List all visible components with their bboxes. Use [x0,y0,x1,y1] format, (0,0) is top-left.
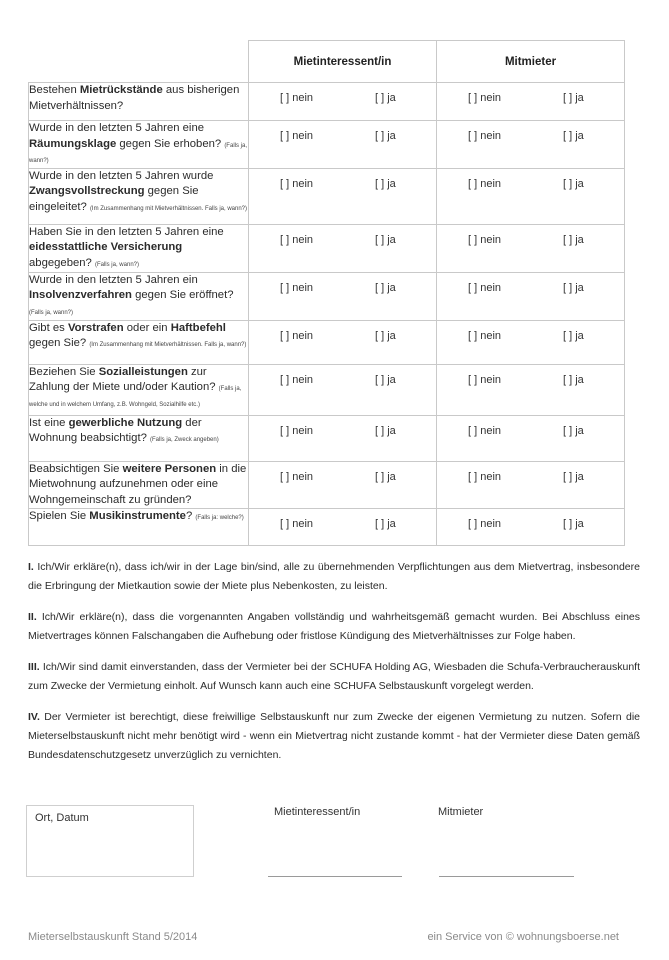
checkbox-ja-applicant[interactable]: [ ] ja [375,470,396,483]
answer-cell-applicant [249,224,437,272]
question-text: ? [185,510,193,523]
checkbox-ja-co-tenant[interactable]: [ ] ja [563,329,584,342]
answer-cell-co-tenant [437,509,625,546]
checkbox-ja-co-tenant[interactable]: [ ] ja [563,281,584,294]
table-row [29,320,625,364]
question-keyword: Insolvenzverfahren [29,289,132,302]
question-text: gegen Sie eröffnet? [131,289,234,302]
checkbox-ja-applicant[interactable]: [ ] ja [375,373,396,386]
checkbox-ja-applicant[interactable]: [ ] ja [375,329,396,342]
question-cell [29,509,249,546]
question-text: gegen Sie eingeleitet? [29,185,199,213]
checkbox-ja-co-tenant[interactable]: [ ] ja [563,233,584,246]
checkbox-nein-applicant[interactable]: [ ] nein [280,470,314,483]
checkbox-nein-co-tenant[interactable]: [ ] nein [468,92,502,104]
answer-cell-co-tenant [437,320,625,364]
checkbox-nein-applicant[interactable]: [ ] nein [280,177,314,190]
answer-cell-co-tenant [437,83,625,121]
declaration-text: Ich/Wir sind damit einverstanden, dass der Vermieter bei der SCHUFA Holding AG, Wiesbaden die Schufa-Verbraucherauskunft zum Zwecke der Vermietung einholt. Auf Wunsch kann auch eine SCHUFA Selbstauskunft vorgelegt werden. [28,661,640,692]
checkbox-ja-applicant[interactable]: [ ] ja [375,130,396,142]
question-text: abgegeben? [29,256,95,269]
table-header-row [29,41,625,83]
checkbox-ja-applicant[interactable]: [ ] ja [375,177,396,190]
checkbox-ja-co-tenant[interactable]: [ ] ja [563,424,584,437]
question-cell [29,320,249,364]
question-text: gegen Sie erhoben? [116,137,222,150]
applicant-signature-line[interactable] [268,876,402,877]
checkbox-nein-co-tenant[interactable]: [ ] nein [468,373,502,386]
question-cell [29,461,249,509]
question-keyword: weitere Personen [122,462,217,475]
table-row [29,509,625,546]
answer-cell-applicant [249,415,437,461]
checkbox-ja-co-tenant[interactable]: [ ] ja [563,373,584,386]
checkbox-ja-applicant[interactable]: [ ] ja [375,92,396,104]
question-cell [29,168,249,224]
co-tenant-signature-line[interactable] [439,876,574,877]
declaration-number: III. [28,661,40,673]
question-note: (Falls ja, wann?) [29,309,74,316]
header-blank-cell [29,41,249,83]
question-keyword: Mietrückstände [79,84,163,96]
question-note: (Falls ja, wann?) [29,142,247,165]
table-row [29,121,625,169]
question-keyword: Haftbefehl [170,321,226,334]
question-text: Beabsichtigen Sie [29,462,123,475]
question-keyword: Räumungsklage [29,137,117,150]
question-cell [29,272,249,320]
checkbox-ja-applicant[interactable]: [ ] ja [375,424,396,437]
question-keyword: Sozialleistungen [98,365,188,378]
declaration-number: I. [28,561,34,573]
question-text: gegen Sie? [29,337,90,350]
answer-cell-applicant [249,168,437,224]
declaration-text: Der Vermieter ist berechtigt, diese freiwillige Selbstauskunft nur zum Zwecke der eigenen Vermietung zu nutzen. Sofern die Mieterselbstauskunft nicht mehr benötigt wird - wenn ein Mietvertrag nicht zustande kommt - hat der Vermieter diese Daten gemäß Bundesdatenschutzgesetz unverzüglich zu vernichten. [28,711,640,761]
header-co-tenant: Mitmieter [437,41,625,83]
question-text: Haben Sie in den letzten 5 Jahren eine [29,225,224,238]
question-text: Bestehen [29,84,80,96]
declaration-text: Ich/Wir erkläre(n), dass ich/wir in der Lage bin/sind, alle zu übernehmenden Verpflichtungen aus dem Mietvertrag, insbesondere die Erbringung der Mietkaution sowie der Miete plus Nebenkosten, zu leisten. [28,561,640,592]
checkbox-ja-applicant[interactable]: [ ] ja [375,518,396,531]
place-date-field[interactable] [26,805,194,877]
declaration-number: IV. [28,711,40,723]
footer-version: Mieterselbstauskunft Stand 5/2014 [28,931,198,943]
question-text: Spielen Sie [29,510,90,523]
answer-cell-co-tenant [437,224,625,272]
checkbox-nein-applicant[interactable]: [ ] nein [280,233,314,246]
footer-credit: ein Service von © wohnungsboerse.net [427,931,619,943]
checkbox-ja-co-tenant[interactable]: [ ] ja [563,518,584,531]
declarations [28,558,640,777]
co-tenant-signature-label: Mitmieter [438,806,484,818]
question-text: zur Zahlung der Miete und/oder Kaution? [29,365,216,394]
question-text: aus bisherigen Mietverhältnissen? [29,84,240,112]
checkbox-nein-applicant[interactable]: [ ] nein [280,130,314,142]
checkbox-nein-applicant[interactable]: [ ] nein [280,329,314,342]
answer-cell-co-tenant [437,461,625,509]
checkbox-nein-co-tenant[interactable]: [ ] nein [468,177,502,190]
question-text: Wurde in den letzten 5 Jahren ein [29,273,198,286]
checkbox-nein-co-tenant[interactable]: [ ] nein [468,281,502,294]
question-note: (Falls ja: welche?) [195,515,244,522]
checkbox-ja-co-tenant[interactable]: [ ] ja [563,177,584,190]
table-row [29,168,625,224]
declaration-paragraph [28,658,640,696]
place-date-label: Ort, Datum [35,812,89,824]
question-note: (Falls ja, Zweck angeben) [150,437,219,444]
checkbox-nein-co-tenant[interactable]: [ ] nein [468,424,502,437]
checkbox-ja-co-tenant[interactable]: [ ] ja [563,470,584,483]
checkbox-nein-applicant[interactable]: [ ] nein [280,518,314,531]
question-note: (Falls ja, welche und in welchem Umfang, z.B. Wohngeld, Sozialhilfe etc.) [29,386,242,408]
question-keyword: Vorstrafen [67,321,124,334]
question-keyword: Zwangsvollstreckung [29,185,145,198]
table-row [29,415,625,461]
answer-cell-applicant [249,320,437,364]
answer-cell-applicant [249,121,437,169]
table-row [29,461,625,509]
applicant-signature-label: Mietinteressent/in [274,806,361,818]
answer-cell-applicant [249,509,437,546]
question-text: Wurde in den letzten 5 Jahren eine [29,122,205,134]
checkbox-ja-applicant[interactable]: [ ] ja [375,233,396,246]
question-cell [29,121,249,169]
checkbox-ja-applicant[interactable]: [ ] ja [375,281,396,294]
declaration-paragraph [28,608,640,646]
question-cell [29,83,249,121]
checkbox-ja-co-tenant[interactable]: [ ] ja [563,130,584,142]
answer-cell-applicant [249,83,437,121]
declaration-number: II. [28,611,37,623]
checkbox-nein-co-tenant[interactable]: [ ] nein [468,518,502,531]
answer-cell-co-tenant [437,272,625,320]
question-text: Wurde in den letzten 5 Jahren wurde [29,169,214,182]
checkbox-nein-co-tenant[interactable]: [ ] nein [468,130,502,142]
question-text: oder ein [123,321,171,334]
question-text: der Wohnung beabsichtigt? [29,416,202,445]
answer-cell-co-tenant [437,364,625,415]
answer-cell-applicant [249,364,437,415]
checkbox-nein-co-tenant[interactable]: [ ] nein [468,329,502,342]
question-note: (Falls ja, wann?) [94,261,139,268]
question-cell [29,415,249,461]
checkbox-nein-applicant[interactable]: [ ] nein [280,92,314,104]
declaration-text: Ich/Wir erkläre(n), dass die vorgenannten Angaben vollständig und wahrheitsgemäß gemacht wurden. Bei Abschluss eines Mietvertrages können Falschangaben die Aufhebung oder fristlose Kündigung des Mietverhältnisses zur Folge haben. [28,611,640,642]
question-keyword: Musikinstrumente [89,510,186,523]
question-keyword: eidesstattliche Versicherung [29,241,183,254]
question-text: Ist eine [29,416,69,429]
answer-cell-co-tenant [437,121,625,169]
question-text: Beziehen Sie [29,365,99,378]
answer-cell-co-tenant [437,168,625,224]
checkbox-nein-co-tenant[interactable]: [ ] nein [468,470,502,483]
table-row [29,364,625,415]
answer-cell-applicant [249,461,437,509]
checkbox-nein-applicant[interactable]: [ ] nein [280,424,314,437]
checkbox-nein-co-tenant[interactable]: [ ] nein [468,233,502,246]
answer-cell-co-tenant [437,415,625,461]
table-row [29,83,625,121]
table-row [29,224,625,272]
table-row [29,272,625,320]
question-cell [29,224,249,272]
question-note: (Im Zusammenhang mit Mietverhältnissen. Falls ja, wann?) [89,342,247,349]
declaration-paragraph [28,708,640,765]
answer-cell-applicant [249,272,437,320]
question-text: in die Mietwohnung aufzunehmen oder eine Wohngemeinschaft zu gründen? [29,462,247,506]
declaration-paragraph [28,558,640,596]
checkbox-ja-co-tenant[interactable]: [ ] ja [563,92,584,104]
checkbox-nein-applicant[interactable]: [ ] nein [280,281,314,294]
questionnaire-table [28,40,625,546]
header-applicant: Mietinteressent/in [249,41,437,83]
question-cell [29,364,249,415]
checkbox-nein-applicant[interactable]: [ ] nein [280,373,314,386]
question-note: (Im Zusammenhang mit Mietverhältnissen. Falls ja, wann?) [89,205,247,212]
question-keyword: gewerbliche Nutzung [68,416,183,429]
question-text: Gibt es [29,321,68,334]
